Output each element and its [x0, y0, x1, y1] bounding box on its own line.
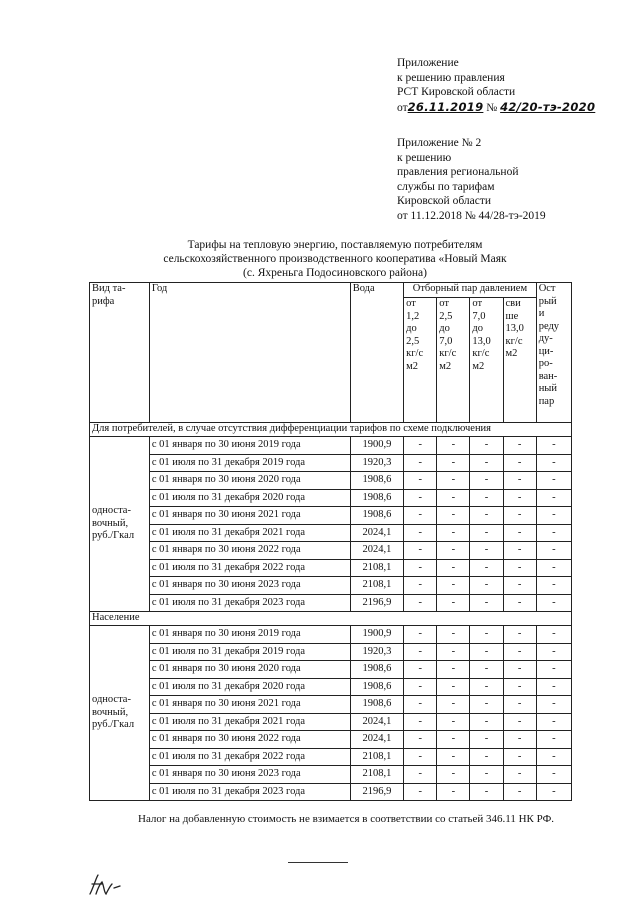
table-row — [90, 507, 572, 525]
period-cell: с 01 июля по 31 декабря 2020 года — [149, 678, 350, 696]
steam-3-cell: - — [470, 524, 503, 542]
water-tariff-cell: 1900,9 — [350, 626, 403, 644]
steam-1-cell: - — [404, 472, 437, 490]
steam-2-cell: - — [437, 507, 470, 525]
water-tariff-cell: 2108,1 — [350, 748, 403, 766]
header-god: Год — [149, 283, 350, 423]
approval-line: к решению правления — [397, 71, 505, 84]
header-p4: сви ше 13,0 кг/с м2 — [503, 298, 536, 423]
table-row — [90, 748, 572, 766]
steam-4-cell: - — [503, 766, 536, 784]
water-tariff-cell: 2024,1 — [350, 713, 403, 731]
steam-2-cell: - — [437, 713, 470, 731]
title-line: сельскохозяйственного производственного кооператива «Новый Маяк — [163, 253, 507, 265]
period-cell: с 01 июля по 31 декабря 2019 года — [149, 454, 350, 472]
sharp-steam-cell: - — [536, 783, 571, 801]
steam-3-cell: - — [470, 783, 503, 801]
period-cell: с 01 июля по 31 декабря 2020 года — [149, 489, 350, 507]
period-cell: с 01 января по 30 июня 2020 года — [149, 472, 350, 490]
steam-1-cell: - — [404, 507, 437, 525]
steam-1-cell: - — [404, 437, 437, 455]
approval-header — [397, 56, 595, 115]
period-cell: с 01 июля по 31 декабря 2022 года — [149, 559, 350, 577]
water-tariff-cell: 1908,6 — [350, 489, 403, 507]
table-row — [90, 661, 572, 679]
steam-2-cell: - — [437, 731, 470, 749]
period-cell: с 01 января по 30 июня 2019 года — [149, 626, 350, 644]
period-cell: с 01 января по 30 июня 2020 года — [149, 661, 350, 679]
table-row — [90, 454, 572, 472]
steam-3-cell: - — [470, 678, 503, 696]
appendix-line: службы по тарифам — [397, 180, 495, 193]
steam-1-cell: - — [404, 559, 437, 577]
header-otbor: Отборный пар давлением — [404, 283, 537, 298]
table-row — [90, 696, 572, 714]
appendix-header — [397, 136, 546, 223]
period-cell: с 01 января по 30 июня 2022 года — [149, 731, 350, 749]
approval-date-line — [397, 100, 595, 116]
steam-3-cell: - — [470, 713, 503, 731]
appendix-line: Кировской области — [397, 195, 492, 207]
sharp-steam-cell: - — [536, 643, 571, 661]
steam-2-cell: - — [437, 489, 470, 507]
header-p2: от 2,5 до 7,0 кг/с м2 — [437, 298, 470, 423]
section-title: Для потребителей, в случае отсутствия дифференциации тарифов по схеме подключения — [90, 423, 572, 437]
steam-2-cell: - — [437, 437, 470, 455]
sharp-steam-cell: - — [536, 489, 571, 507]
steam-2-cell: - — [437, 748, 470, 766]
steam-3-cell: - — [470, 748, 503, 766]
vat-footnote: Налог на добавленную стоимость не взимается в соответствии со статьей 346.11 НК РФ. — [138, 813, 555, 825]
steam-1-cell: - — [404, 696, 437, 714]
approval-number: 42/20-тэ-2020 — [500, 99, 596, 114]
header-p3: от 7,0 до 13,0 кг/с м2 — [470, 298, 503, 423]
table-row — [90, 783, 572, 801]
steam-1-cell: - — [404, 678, 437, 696]
sharp-steam-cell: - — [536, 713, 571, 731]
steam-3-cell: - — [470, 766, 503, 784]
water-tariff-cell: 1900,9 — [350, 437, 403, 455]
steam-4-cell: - — [503, 524, 536, 542]
steam-2-cell: - — [437, 542, 470, 560]
steam-4-cell: - — [503, 731, 536, 749]
tariff-table — [89, 282, 572, 801]
steam-2-cell: - — [437, 643, 470, 661]
steam-2-cell: - — [437, 577, 470, 595]
sharp-steam-cell: - — [536, 748, 571, 766]
steam-2-cell: - — [437, 766, 470, 784]
steam-3-cell: - — [470, 437, 503, 455]
water-tariff-cell: 1908,6 — [350, 678, 403, 696]
sharp-steam-cell: - — [536, 524, 571, 542]
period-cell: с 01 июля по 31 декабря 2021 года — [149, 713, 350, 731]
water-tariff-cell: 2108,1 — [350, 559, 403, 577]
steam-4-cell: - — [503, 507, 536, 525]
bottom-rule — [288, 862, 348, 863]
sharp-steam-cell: - — [536, 594, 571, 612]
sharp-steam-cell: - — [536, 559, 571, 577]
steam-1-cell: - — [404, 766, 437, 784]
sharp-steam-cell: - — [536, 678, 571, 696]
steam-2-cell: - — [437, 696, 470, 714]
steam-3-cell: - — [470, 577, 503, 595]
table-row — [90, 766, 572, 784]
appendix-line: правления региональной — [397, 166, 519, 178]
sharp-steam-cell: - — [536, 507, 571, 525]
water-tariff-cell: 2108,1 — [350, 766, 403, 784]
header-voda: Вода — [350, 283, 403, 423]
steam-2-cell: - — [437, 594, 470, 612]
steam-3-cell: - — [470, 696, 503, 714]
header-ost: Ост рый и реду ду- ци- ро- ван- ный пар — [536, 283, 571, 423]
steam-3-cell: - — [470, 507, 503, 525]
period-cell: с 01 июля по 31 декабря 2023 года — [149, 594, 350, 612]
period-cell: с 01 июля по 31 декабря 2023 года — [149, 783, 350, 801]
period-cell: с 01 января по 30 июня 2023 года — [149, 766, 350, 784]
period-cell: с 01 июля по 31 декабря 2022 года — [149, 748, 350, 766]
approval-date: 26.11.2019 — [407, 99, 484, 114]
steam-1-cell: - — [404, 594, 437, 612]
steam-3-cell: - — [470, 454, 503, 472]
appendix-line: от 11.12.2018 № 44/28-тэ-2019 — [397, 209, 546, 222]
water-tariff-cell: 1908,6 — [350, 696, 403, 714]
steam-1-cell: - — [404, 731, 437, 749]
period-cell: с 01 января по 30 июня 2021 года — [149, 696, 350, 714]
steam-1-cell: - — [404, 454, 437, 472]
tariff-type-cell: односта- вочный, руб./Гкал — [90, 437, 150, 612]
steam-4-cell: - — [503, 437, 536, 455]
table-row — [90, 713, 572, 731]
sharp-steam-cell: - — [536, 731, 571, 749]
sharp-steam-cell: - — [536, 661, 571, 679]
steam-3-cell: - — [470, 661, 503, 679]
water-tariff-cell: 2024,1 — [350, 731, 403, 749]
sharp-steam-cell: - — [536, 766, 571, 784]
sharp-steam-cell: - — [536, 454, 571, 472]
title-line: Тарифы на тепловую энергию, поставляемую потребителям — [187, 239, 483, 251]
steam-2-cell: - — [437, 559, 470, 577]
steam-1-cell: - — [404, 489, 437, 507]
steam-4-cell: - — [503, 489, 536, 507]
steam-3-cell: - — [470, 594, 503, 612]
water-tariff-cell: 1908,6 — [350, 507, 403, 525]
water-tariff-cell: 2108,1 — [350, 577, 403, 595]
steam-2-cell: - — [437, 678, 470, 696]
steam-1-cell: - — [404, 713, 437, 731]
steam-1-cell: - — [404, 661, 437, 679]
steam-4-cell: - — [503, 626, 536, 644]
period-cell: с 01 января по 30 июня 2022 года — [149, 542, 350, 560]
steam-2-cell: - — [437, 454, 470, 472]
steam-1-cell: - — [404, 577, 437, 595]
steam-1-cell: - — [404, 748, 437, 766]
water-tariff-cell: 2196,9 — [350, 594, 403, 612]
table-row — [90, 678, 572, 696]
water-tariff-cell: 2024,1 — [350, 542, 403, 560]
sharp-steam-cell: - — [536, 577, 571, 595]
steam-1-cell: - — [404, 542, 437, 560]
table-row — [90, 559, 572, 577]
steam-3-cell: - — [470, 542, 503, 560]
steam-4-cell: - — [503, 696, 536, 714]
header-vid: Вид та- рифа — [90, 283, 150, 423]
document-title — [90, 238, 580, 280]
appendix-line: к решению — [397, 151, 452, 164]
period-cell: с 01 января по 30 июня 2019 года — [149, 437, 350, 455]
steam-3-cell: - — [470, 626, 503, 644]
approval-line: РСТ Кировской области — [397, 86, 516, 98]
table-row — [90, 472, 572, 490]
table-row — [90, 626, 572, 644]
table-row — [90, 489, 572, 507]
table-row — [90, 542, 572, 560]
sharp-steam-cell: - — [536, 542, 571, 560]
sharp-steam-cell: - — [536, 696, 571, 714]
steam-4-cell: - — [503, 783, 536, 801]
steam-4-cell: - — [503, 643, 536, 661]
steam-4-cell: - — [503, 454, 536, 472]
steam-3-cell: - — [470, 559, 503, 577]
water-tariff-cell: 2024,1 — [350, 524, 403, 542]
period-cell: с 01 января по 30 июня 2023 года — [149, 577, 350, 595]
steam-2-cell: - — [437, 626, 470, 644]
steam-2-cell: - — [437, 783, 470, 801]
sharp-steam-cell: - — [536, 626, 571, 644]
table-row — [90, 731, 572, 749]
steam-4-cell: - — [503, 542, 536, 560]
steam-1-cell: - — [404, 524, 437, 542]
steam-4-cell: - — [503, 678, 536, 696]
table-row — [90, 437, 572, 455]
approval-number-prefix: № — [486, 101, 498, 114]
period-cell: с 01 июля по 31 декабря 2019 года — [149, 643, 350, 661]
signature-icon — [86, 872, 126, 898]
header-p1: от 1,2 до 2,5 кг/с м2 — [404, 298, 437, 423]
approval-date-prefix: от — [397, 101, 408, 114]
steam-3-cell: - — [470, 472, 503, 490]
steam-1-cell: - — [404, 643, 437, 661]
water-tariff-cell: 1908,6 — [350, 661, 403, 679]
table-row — [90, 594, 572, 612]
water-tariff-cell: 1908,6 — [350, 472, 403, 490]
steam-4-cell: - — [503, 661, 536, 679]
water-tariff-cell: 2196,9 — [350, 783, 403, 801]
period-cell: с 01 января по 30 июня 2021 года — [149, 507, 350, 525]
steam-1-cell: - — [404, 626, 437, 644]
section-title: Население — [90, 612, 572, 626]
table-row — [90, 643, 572, 661]
title-line: (с. Яхреньга Подосиновского района) — [243, 267, 427, 279]
steam-3-cell: - — [470, 489, 503, 507]
water-tariff-cell: 1920,3 — [350, 643, 403, 661]
tariff-type-cell: односта- вочный, руб./Гкал — [90, 626, 150, 801]
approval-line: Приложение — [397, 57, 459, 69]
steam-4-cell: - — [503, 559, 536, 577]
water-tariff-cell: 1920,3 — [350, 454, 403, 472]
sharp-steam-cell: - — [536, 472, 571, 490]
steam-4-cell: - — [503, 713, 536, 731]
table-row — [90, 524, 572, 542]
period-cell: с 01 июля по 31 декабря 2021 года — [149, 524, 350, 542]
steam-4-cell: - — [503, 472, 536, 490]
steam-4-cell: - — [503, 577, 536, 595]
steam-1-cell: - — [404, 783, 437, 801]
steam-2-cell: - — [437, 661, 470, 679]
steam-4-cell: - — [503, 594, 536, 612]
appendix-line: Приложение № 2 — [397, 137, 482, 149]
steam-2-cell: - — [437, 524, 470, 542]
steam-3-cell: - — [470, 731, 503, 749]
steam-3-cell: - — [470, 643, 503, 661]
steam-2-cell: - — [437, 472, 470, 490]
steam-4-cell: - — [503, 748, 536, 766]
sharp-steam-cell: - — [536, 437, 571, 455]
table-row — [90, 577, 572, 595]
